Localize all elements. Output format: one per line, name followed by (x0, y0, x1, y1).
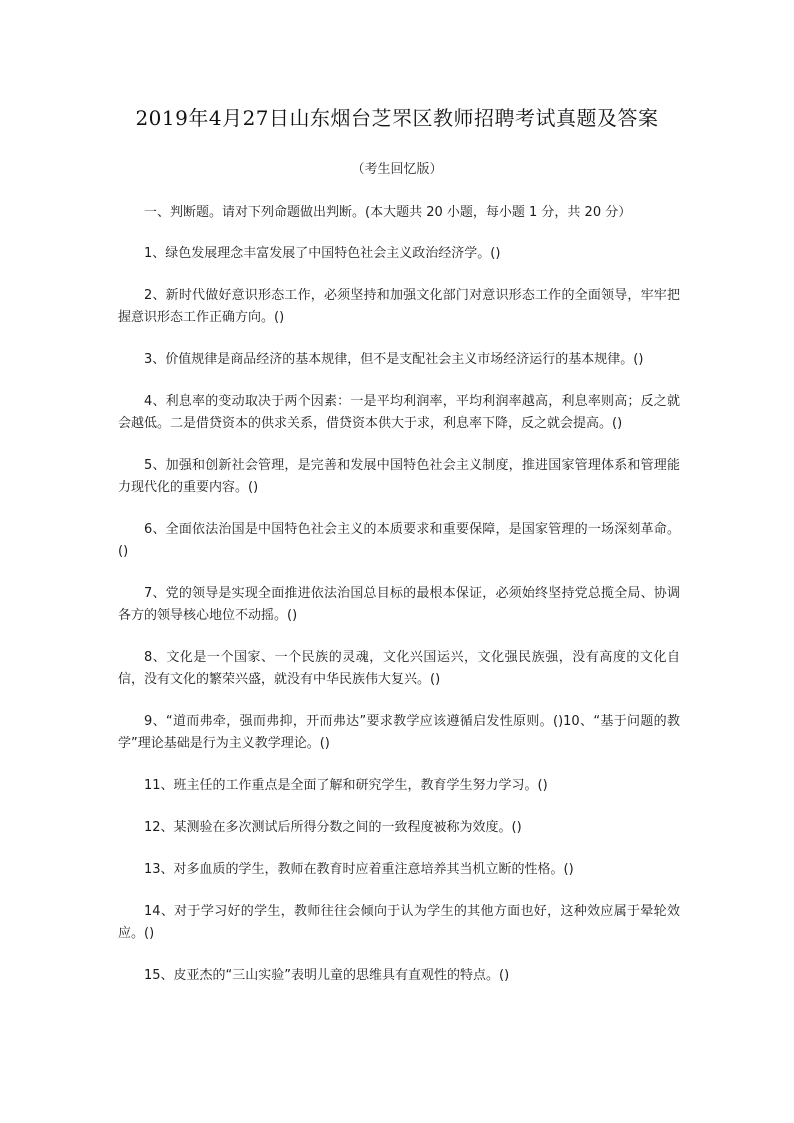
question-13: 13、对多血质的学生，教师在教育时应着重注意培养其当机立断的性格。() (144, 862, 574, 877)
question-9-10: 9、“道而弗牵，强而弗抑，开而弗达”要求教学应该遵循启发性原则。()10、“基于问题的教学”理论基础是行为主义教学理论。() (118, 714, 680, 751)
question-3: 3、价值规律是商品经济的基本规律，但不是支配社会主义市场经济运行的基本规律。() (144, 352, 644, 367)
question-2: 2、新时代做好意识形态工作，必须坚持和加强文化部门对意识形态工作的全面领导，牢牢把握意识形态工作正确方向。() (118, 288, 680, 325)
question-15: 15、皮亚杰的“三山实验”表明儿童的思维具有直观性的特点。() (144, 968, 510, 983)
question-12: 12、某测验在多次测试后所得分数之间的一致程度被称为效度。() (144, 820, 522, 835)
section-heading: 一、判断题。请对下列命题做出判断。(本大题共 20 小题，每小题 1 分，共 20 分） (144, 205, 632, 220)
question-4: 4、利息率的变动取决于两个因素：一是平均利润率，平均利润率越高，利息率则高；反之就会越低。二是借贷资本的供求关系，借贷资本供大于求，利息率下降，反之就会提高。() (118, 394, 680, 431)
question-1: 1、绿色发展理念丰富发展了中国特色社会主义政治经济学。() (144, 246, 501, 261)
page-title: 2019年4月27日山东烟台芝罘区教师招聘考试真题及答案 (135, 106, 659, 130)
question-8: 8、文化是一个国家、一个民族的灵魂，文化兴国运兴，文化强民族强，没有高度的文化自信，没有文化的繁荣兴盛，就没有中华民族伟大复兴。() (118, 650, 680, 687)
question-6: 6、全面依法治国是中国特色社会主义的本质要求和重要保障，是国家管理的一场深刻革命。() (118, 522, 680, 559)
question-11: 11、班主任的工作重点是全面了解和研究学生，教育学生努力学习。() (144, 778, 548, 793)
document-body (118, 202, 680, 1007)
question-7: 7、党的领导是实现全面推进依法治国总目标的最根本保证，必须始终坚持党总揽全局、协调各方的领导核心地位不动摇。() (118, 586, 680, 623)
question-5: 5、加强和创新社会管理，是完善和发展中国特色社会主义制度，推进国家管理体系和管理能力现代化的重要内容。() (118, 458, 680, 495)
question-14: 14、对于学习好的学生，教师往往会倾向于认为学生的其他方面也好，这种效应属于晕轮效应。() (118, 904, 680, 941)
page-subtitle: （考生回忆版） (351, 162, 443, 177)
